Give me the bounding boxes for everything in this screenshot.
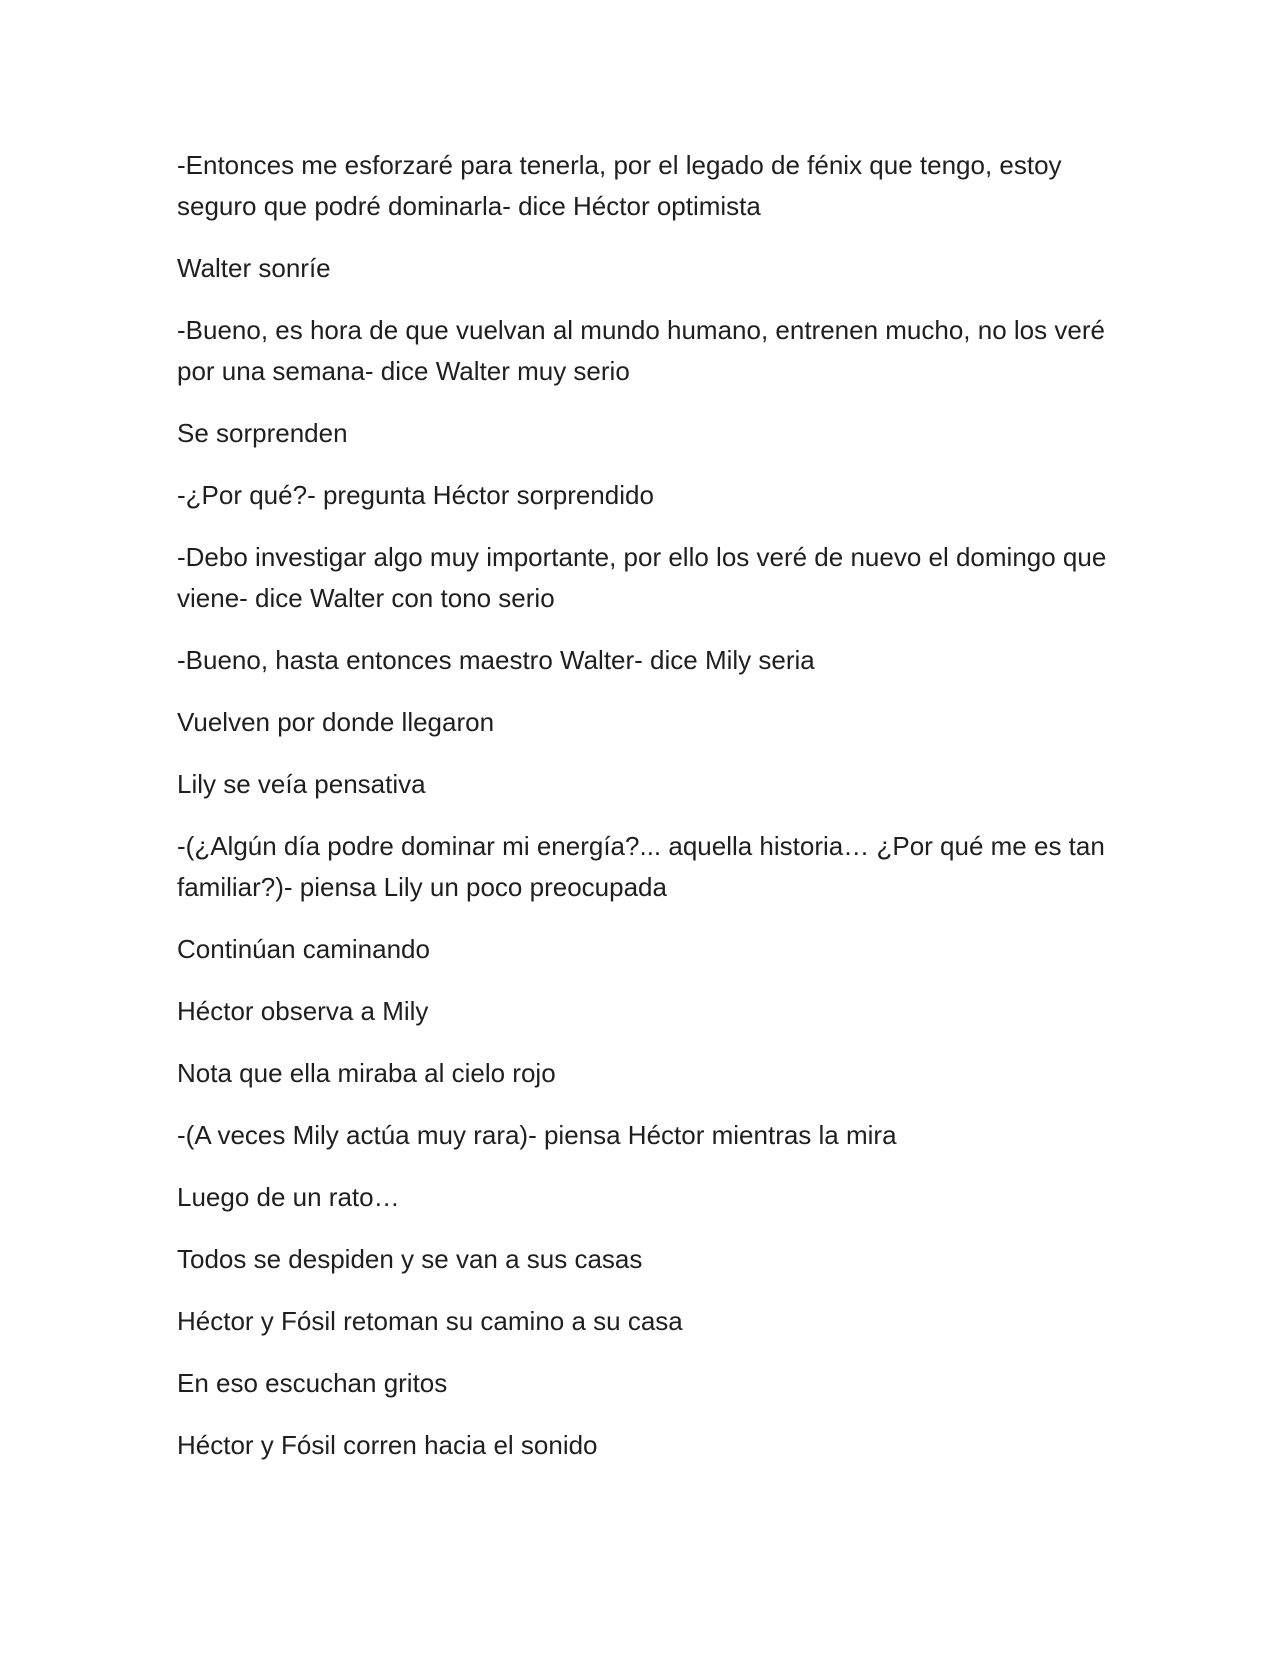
paragraph: -(A veces Mily actúa muy rara)- piensa Héctor mientras la mira bbox=[177, 1120, 897, 1150]
paragraph: Nota que ella miraba al cielo rojo bbox=[177, 1058, 556, 1088]
paragraph: Se sorprenden bbox=[177, 418, 348, 448]
paragraph: -Debo investigar algo muy importante, por ello los veré de nuevo el domingo que viene- dice Walter con tono serio bbox=[177, 542, 1107, 613]
paragraph: Héctor y Fósil corren hacia el sonido bbox=[177, 1430, 598, 1460]
paragraph: Walter sonríe bbox=[177, 253, 331, 283]
paragraph: En eso escuchan gritos bbox=[177, 1368, 448, 1398]
paragraph: Lily se veía pensativa bbox=[177, 769, 426, 799]
paragraph: -¿Por qué?- pregunta Héctor sorprendido bbox=[177, 480, 654, 510]
paragraph: -Bueno, hasta entonces maestro Walter- dice Mily seria bbox=[177, 645, 815, 675]
paragraph: Héctor observa a Mily bbox=[177, 996, 429, 1026]
paragraph: Todos se despiden y se van a sus casas bbox=[177, 1244, 643, 1274]
paragraph: Continúan caminando bbox=[177, 934, 430, 964]
paragraph: Héctor y Fósil retoman su camino a su casa bbox=[177, 1306, 683, 1336]
paragraph: -Entonces me esforzaré para tenerla, por el legado de fénix que tengo, estoy seguro que podré dominarla- dice Héctor optimista bbox=[177, 150, 1062, 221]
document-body bbox=[177, 145, 1107, 1487]
paragraph: -(¿Algún día podre dominar mi energía?... aquella historia… ¿Por qué me es tan familiar?)- piensa Lily un poco preocupada bbox=[177, 831, 1105, 902]
paragraph: Vuelven por donde llegaron bbox=[177, 707, 495, 737]
paragraph: Luego de un rato… bbox=[177, 1182, 400, 1212]
paragraph: -Bueno, es hora de que vuelvan al mundo humano, entrenen mucho, no los veré por una semana- dice Walter muy serio bbox=[177, 315, 1105, 386]
